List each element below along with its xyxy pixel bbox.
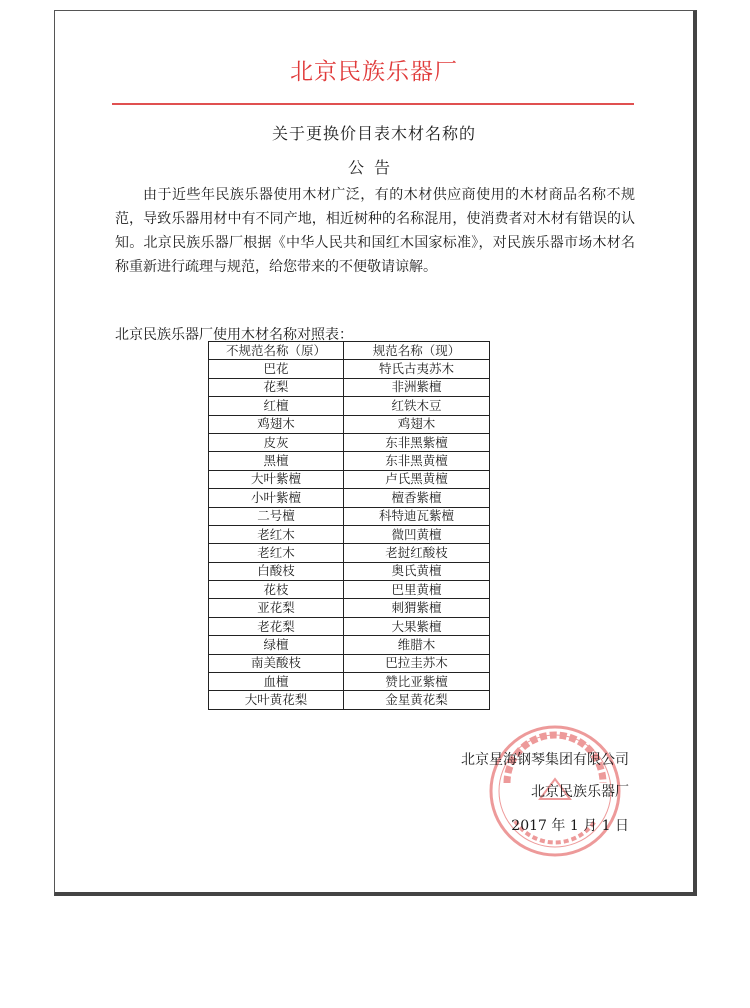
table-row	[209, 433, 490, 451]
original-name-cell: 血檀	[209, 673, 344, 691]
original-name-cell: 皮灰	[209, 433, 344, 451]
standard-name-cell: 巴拉圭苏木	[344, 654, 490, 672]
standard-name-cell: 赞比亚紫檀	[344, 673, 490, 691]
header-standard-name: 规范名称（现）	[344, 342, 490, 360]
document-title: 关于更换价目表木材名称的	[271, 124, 476, 143]
table-row	[209, 397, 490, 415]
table-row	[209, 452, 490, 470]
table-row	[209, 581, 490, 599]
header-divider	[112, 103, 634, 105]
table-row	[209, 562, 490, 580]
standard-name-cell: 维腊木	[344, 636, 490, 654]
original-name-cell: 花梨	[209, 378, 344, 396]
table-row	[209, 415, 490, 433]
original-name-cell: 花枝	[209, 581, 344, 599]
standard-name-cell: 微凹黄檀	[344, 525, 490, 543]
standard-name-cell: 特氏古夷苏木	[344, 360, 490, 378]
original-name-cell: 亚花梨	[209, 599, 344, 617]
signer-company-1: 北京星海钢琴集团有限公司	[461, 752, 629, 768]
table-row	[209, 525, 490, 543]
original-name-cell: 白酸枝	[209, 562, 344, 580]
table-row	[209, 691, 490, 709]
standard-name-cell: 老挝红酸枝	[344, 544, 490, 562]
original-name-cell: 大叶黄花梨	[209, 691, 344, 709]
standard-name-cell: 金星黄花梨	[344, 691, 490, 709]
signer-company-2: 北京民族乐器厂	[531, 784, 629, 800]
table-row	[209, 544, 490, 562]
original-name-cell: 红檀	[209, 397, 344, 415]
wood-name-table	[208, 341, 490, 710]
table-row	[209, 378, 490, 396]
table-row	[209, 654, 490, 672]
original-name-cell: 南美酸枝	[209, 654, 344, 672]
standard-name-cell: 卢氏黑黄檀	[344, 470, 490, 488]
standard-name-cell: 非洲紫檀	[344, 378, 490, 396]
original-name-cell: 黑檀	[209, 452, 344, 470]
table-row	[209, 673, 490, 691]
table-row	[209, 599, 490, 617]
letterhead: 北京民族乐器厂	[290, 59, 458, 85]
standard-name-cell: 檀香紫檀	[344, 489, 490, 507]
table-header-row	[209, 342, 490, 360]
table-row	[209, 360, 490, 378]
original-name-cell: 二号檀	[209, 507, 344, 525]
document-subtitle: 公告	[347, 158, 400, 177]
table-row	[209, 617, 490, 635]
standard-name-cell: 刺猬紫檀	[344, 599, 490, 617]
standard-name-cell: 东非黑紫檀	[344, 433, 490, 451]
original-name-cell: 巴花	[209, 360, 344, 378]
standard-name-cell: 巴里黄檀	[344, 581, 490, 599]
standard-name-cell: 东非黑黄檀	[344, 452, 490, 470]
original-name-cell: 绿檀	[209, 636, 344, 654]
standard-name-cell: 红铁木豆	[344, 397, 490, 415]
original-name-cell: 大叶紫檀	[209, 470, 344, 488]
table-intro: 北京民族乐器厂使用木材名称对照表：	[115, 327, 353, 343]
original-name-cell: 鸡翅木	[209, 415, 344, 433]
table-row	[209, 636, 490, 654]
original-name-cell: 老红木	[209, 525, 344, 543]
table-row	[209, 507, 490, 525]
signature-date: 2017 年 1 月 1 日	[511, 818, 629, 834]
table-row	[209, 489, 490, 507]
original-name-cell: 小叶紫檀	[209, 489, 344, 507]
body-paragraph: 由于近些年民族乐器使用木材广泛，有的木材供应商使用的木材商品名称不规范，导致乐器用材中有不同产地，相近树种的名称混用，使消费者对木材有错误的认知。北京民族乐器厂根据《中华人民共和国红木国家标准》，对民族乐器市场木材名称重新进行疏理与规范，给您带来的不便敬请谅解。	[115, 187, 635, 275]
standard-name-cell: 奥氏黄檀	[344, 562, 490, 580]
standard-name-cell: 科特迪瓦紫檀	[344, 507, 490, 525]
original-name-cell: 老花梨	[209, 617, 344, 635]
standard-name-cell: 大果紫檀	[344, 617, 490, 635]
original-name-cell: 老红木	[209, 544, 344, 562]
table-row	[209, 470, 490, 488]
standard-name-cell: 鸡翅木	[344, 415, 490, 433]
header-original-name: 不规范名称（原）	[209, 342, 344, 360]
document-page	[54, 10, 697, 896]
